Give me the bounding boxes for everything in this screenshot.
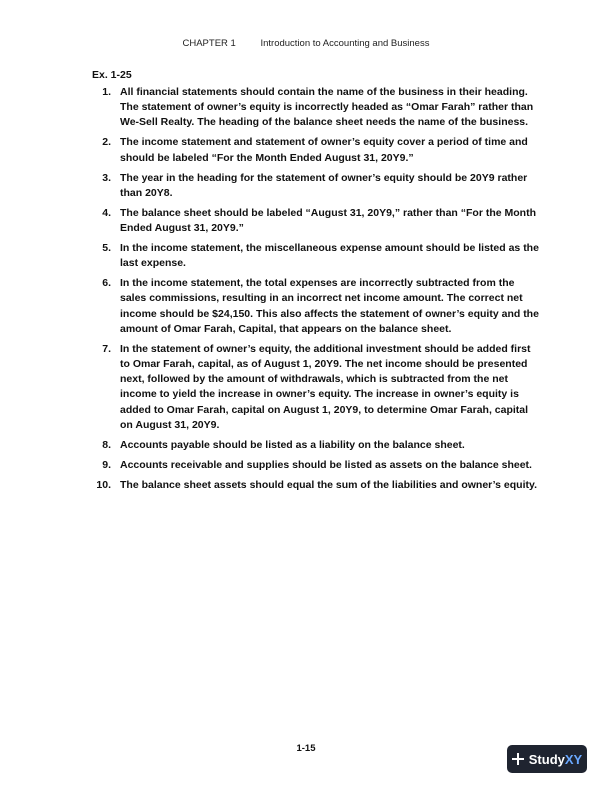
item-number: 4. — [102, 206, 111, 219]
list-item — [92, 171, 542, 201]
item-text: In the income statement, the miscellaneous expense amount should be listed as the last expense. — [120, 242, 539, 270]
list-item — [92, 276, 542, 337]
plus-icon — [512, 753, 524, 765]
item-text: In the statement of owner’s equity, the additional investment should be added first to Omar Farah, capital, as of August 1, 20Y9. The net income should be presented next, followed by the amount of withdrawals, which is subtracted from the net income to yield the increase in owner’s equity. The increase in owner’s equity is added to Omar Farah, capital on August 1, 20Y9, to determine Omar Farah, capital on August 31, 20Y9. — [120, 342, 531, 431]
item-number: 6. — [102, 277, 111, 290]
answer-list — [92, 85, 542, 498]
item-text: The balance sheet assets should equal the sum of the liabilities and owner’s equity. — [120, 478, 537, 491]
list-item — [92, 478, 542, 493]
item-text: Accounts payable should be listed as a liability on the balance sheet. — [120, 438, 465, 451]
item-number: 9. — [102, 458, 111, 471]
brand-accent: XY — [564, 751, 583, 767]
item-number: 3. — [102, 171, 111, 184]
item-text: In the income statement, the total expenses are incorrectly subtracted from the sales commissions, resulting in an incorrect net income amount. The correct net income should be $24,150. This also affects the statement of owner’s equity and the amount of Omar Farah, Capital, that appears on the balance sheet. — [120, 277, 539, 335]
list-item — [92, 438, 542, 453]
page-number: 1-15 — [296, 743, 316, 754]
item-text: The income statement and statement of owner’s equity cover a period of time and should be labeled “For the Month Ended August 31, 20Y9.” — [120, 136, 528, 164]
item-text: All financial statements should contain the name of the business in their heading. The statement of owner’s equity is incorrectly headed as “Omar Farah” rather than We-Sell Realty. The heading of the balance sheet needs the name of the business. — [120, 86, 534, 129]
page-header — [0, 38, 612, 49]
chapter-title: Introduction to Accounting and Business — [260, 38, 430, 49]
item-number: 10. — [96, 478, 111, 491]
item-text: Accounts receivable and supplies should be listed as assets on the balance sheet. — [120, 458, 532, 471]
list-item — [92, 206, 542, 236]
exercise-title: Ex. 1-25 — [92, 69, 132, 81]
list-item — [92, 135, 542, 165]
list-item — [92, 342, 542, 433]
item-number: 2. — [102, 136, 111, 149]
item-number: 7. — [102, 342, 111, 355]
list-item — [92, 85, 542, 131]
studyxy-badge[interactable] — [507, 745, 587, 773]
item-number: 8. — [102, 438, 111, 451]
item-text: The balance sheet should be labeled “August 31, 20Y9,” rather than “For the Month Ended August 31, 20Y9.” — [120, 206, 536, 235]
chapter-label: CHAPTER 1 — [182, 38, 236, 49]
item-number: 5. — [102, 242, 111, 255]
item-number: 1. — [102, 86, 111, 98]
item-text: The year in the heading for the statement of owner’s equity should be 20Y9 rather than 20Y8. — [120, 171, 528, 199]
list-item — [92, 458, 542, 473]
list-item — [92, 241, 542, 271]
brand-main: Study — [528, 751, 565, 767]
